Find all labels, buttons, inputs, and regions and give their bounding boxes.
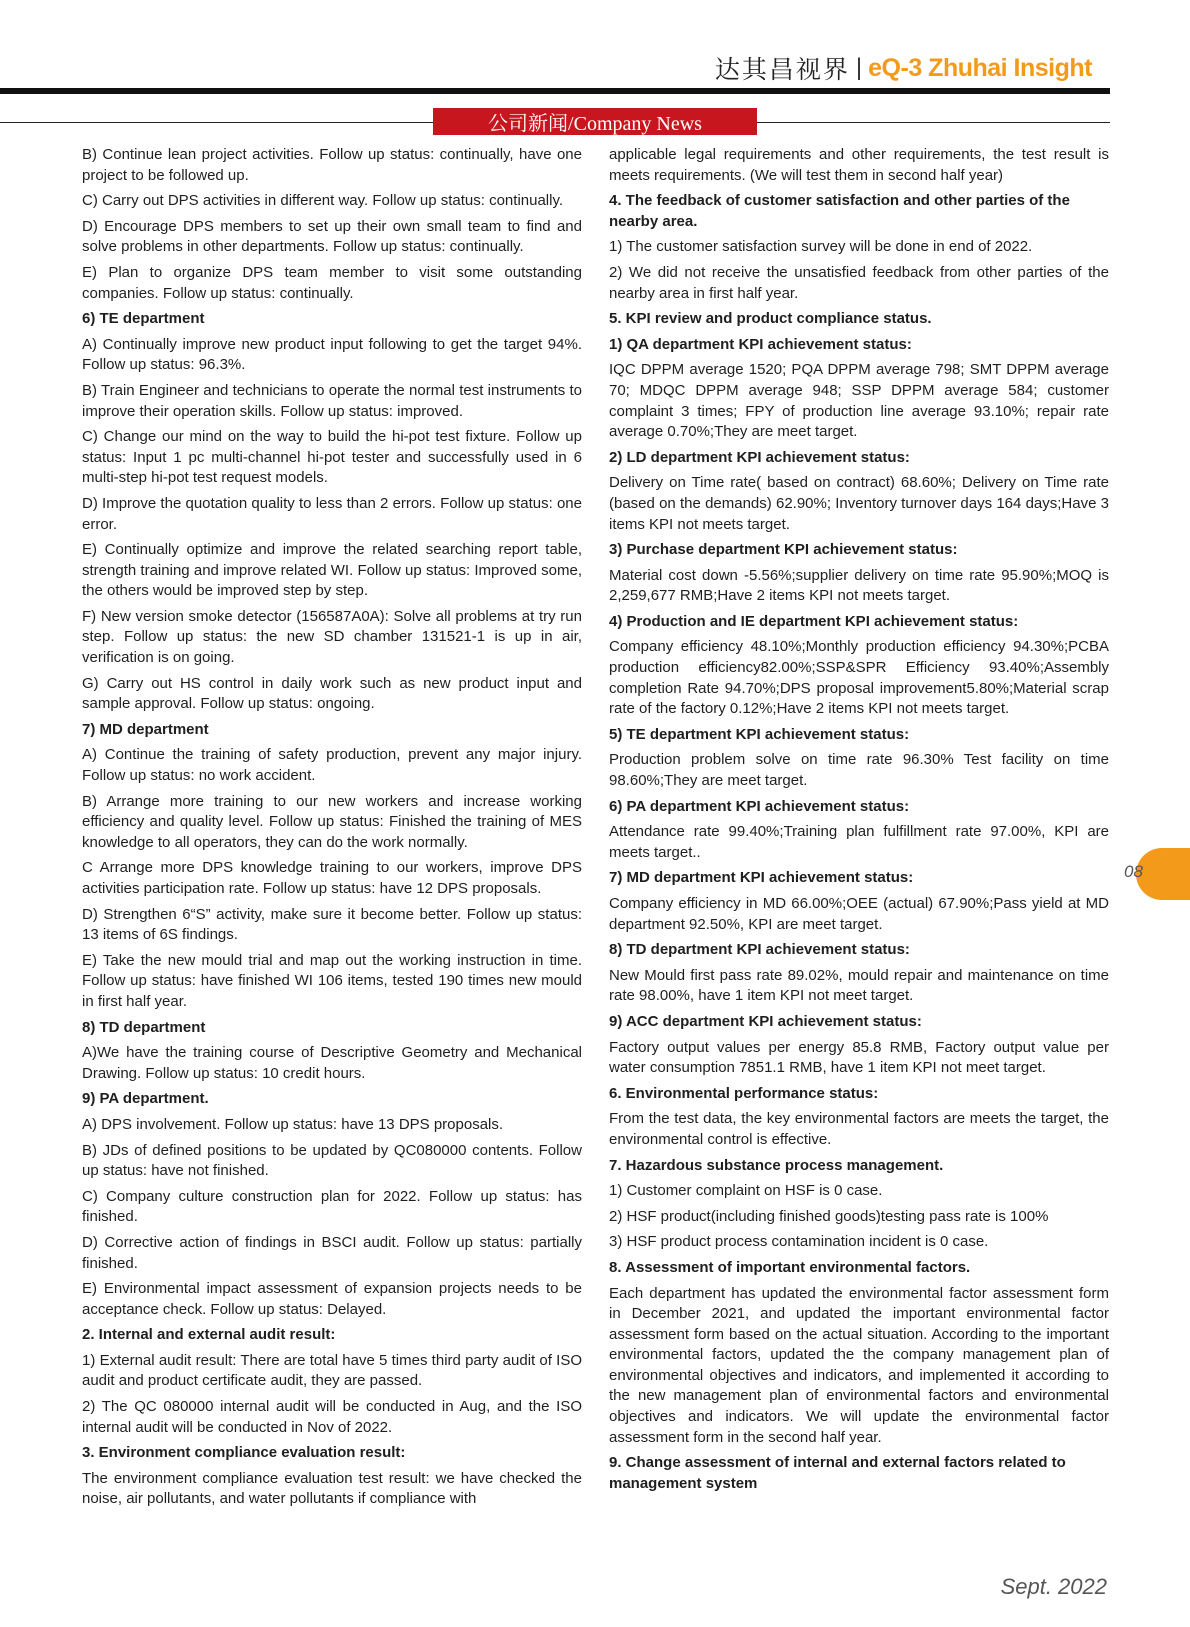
section-banner: 公司新闻/Company News <box>433 108 757 135</box>
paragraph: B) JDs of defined positions to be updated by QC080000 contents. Follow up status: have not finished. <box>82 1141 582 1180</box>
paragraph: From the test data, the key environmental factors are meets the target, the environmental control is effective. <box>609 1110 1109 1148</box>
paragraph: Each department has updated the environmental factor assessment form in December 2021, and updated the important environmental factor assessment form based on the actual situation. According to the important environmental factors, updated the the company management plan of environmental objectives and indicators, and implemented it according to the new management plan of environmental factors and environmental objectives and indicators. We will update the environmental factor assessment form in the second half year. <box>609 1284 1109 1446</box>
paragraph: Material cost down -5.56%;supplier delivery on time rate 95.90%;MOQ is 2,259,677 RMB;Have 2 items KPI not meets target. <box>609 566 1109 605</box>
page-tab-marker <box>1136 848 1190 900</box>
section-heading: 4. The feedback of customer satisfaction and other parties of the nearby area. <box>609 192 1070 230</box>
paragraph: D) Encourage DPS members to set up their own small team to find and solve problems in other departments. Follow up status: continually. <box>82 217 582 256</box>
paragraph: C) Change our mind on the way to build the hi-pot test fixture. Follow up status: Input 1 pc multi-channel hi-pot tester and successfully used in 6 multi-step hi-pot test request models. <box>82 428 582 487</box>
section-heading: 5) TE department KPI achievement status: <box>609 725 910 743</box>
section-heading: 7) MD department KPI achievement status: <box>609 869 914 887</box>
section-heading: 9. Change assessment of internal and external factors related to management system <box>609 1454 1066 1492</box>
section-heading: 6) TE department <box>82 310 205 328</box>
paragraph: Company efficiency 48.10%;Monthly production efficiency 94.30%;PCBA production efficiency82.00%;SSP&SPR Efficiency 93.40%;Assembly completion Rate 94.70%;DPS proposal improvement5.80%;Material scrap rate of the factory 0.12%;Have 2 items KPI not meets target. <box>609 638 1109 718</box>
section-heading: 1) QA department KPI achievement status: <box>609 335 912 353</box>
paragraph: F) New version smoke detector (156587A0A): Solve all problems at try run step. Follow up status: the new SD chamber 131521-1 is up in air, verification is on going. <box>82 607 582 667</box>
paragraph: C) Carry out DPS activities in different way. Follow up status: continually. <box>82 192 564 210</box>
section-heading: 2) LD department KPI achievement status: <box>609 448 910 466</box>
section-heading: 6) PA department KPI achievement status: <box>609 797 910 815</box>
paragraph: Delivery on Time rate( based on contract) 68.60%; Delivery on Time rate (based on the demands) 62.90%; Inventory turnover days 164 days;Have 3 items KPI not meets target. <box>609 474 1109 533</box>
paragraph: The environment compliance evaluation test result: we have checked the noise, air pollutants, and water pollutants if compliance with <box>82 1469 582 1508</box>
section-heading: 7. Hazardous substance process management. <box>609 1156 944 1174</box>
paragraph: E) Plan to organize DPS team member to visit some outstanding companies. Follow up status: continually. <box>82 263 582 302</box>
section-heading: 8) TD department <box>82 1018 206 1036</box>
page-number: 08 <box>1124 862 1143 881</box>
section-heading: 3. Environment compliance evaluation result: <box>82 1444 406 1462</box>
paragraph: B) Arrange more training to our new workers and increase working efficiency and quality level. Follow up status: Finished the training of MES knowledge to all operators, they can do the work normally. <box>82 792 582 851</box>
section-heading: 3) Purchase department KPI achievement status: <box>609 541 958 559</box>
paragraph: 1) External audit result: There are total have 5 times third party audit of ISO audit and product certificate audit, they are passed. <box>82 1351 582 1390</box>
section-heading: 8. Assessment of important environmental factors. <box>609 1258 971 1276</box>
section-heading: 5. KPI review and product compliance status. <box>609 310 932 328</box>
paragraph: applicable legal requirements and other requirements, the test result is meets requirements. (We will test them in second half year) <box>609 146 1109 184</box>
paragraph: D) Improve the quotation quality to less than 2 errors. Follow up status: one error. <box>82 494 582 533</box>
brand-english-name: eQ-3 Zhuhai Insight <box>868 53 1092 82</box>
section-heading: 2. Internal and external audit result: <box>82 1326 336 1344</box>
section-heading: 8) TD department KPI achievement status: <box>609 941 910 959</box>
paragraph: G) Carry out HS control in daily work such as new product input and sample approval. Follow up status: ongoing. <box>82 674 582 713</box>
left-column <box>82 145 582 1515</box>
section-heading: 9) PA department. <box>82 1090 209 1108</box>
paragraph: A) Continue the training of safety production, prevent any major injury. Follow up status: no work accident. <box>82 746 582 785</box>
paragraph: Company efficiency in MD 66.00%;OEE (actual) 67.90%;Pass yield at MD department 92.50%, KPI are meet target. <box>609 895 1109 933</box>
brand-chinese-name: 达其昌视界 <box>714 55 850 84</box>
paragraph: B) Continue lean project activities. Follow up status: continually, have one project to be followed up. <box>82 146 582 184</box>
paragraph: D) Strengthen 6“S” activity, make sure it become better. Follow up status: 13 items of 6S findings. <box>82 905 582 944</box>
paragraph: A) Continually improve new product input following to get the target 94%. Follow up status: 96.3%. <box>82 335 582 374</box>
paragraph: 2) The QC 080000 internal audit will be conducted in Aug, and the ISO internal audit will be conducted in Nov of 2022. <box>82 1398 582 1436</box>
paragraph: E) Environmental impact assessment of expansion projects needs to be acceptance check. Follow up status: Delayed. <box>82 1280 582 1318</box>
paragraph: E) Continually optimize and improve the related searching report table, strength training and improve related WI. Follow up status: Improved some, the others would be improved step by step. <box>82 541 582 600</box>
paragraph: A) DPS involvement. Follow up status: have 13 DPS proposals. <box>82 1115 504 1133</box>
section-heading: 6. Environmental performance status: <box>609 1084 879 1102</box>
section-heading: 7) MD department <box>82 720 209 738</box>
paragraph: E) Take the new mould trial and map out the working instruction in time. Follow up status: have finished WI 106 items, tested 190 times new mould in first half year. <box>82 951 582 1010</box>
paragraph: 2) HSF product(including finished goods)testing pass rate is 100% <box>609 1207 1049 1225</box>
paragraph: 1) The customer satisfaction survey will be done in end of 2022. <box>609 238 1033 256</box>
paragraph: C) Company culture construction plan for 2022. Follow up status: has finished. <box>82 1187 582 1226</box>
right-column <box>609 145 1109 1499</box>
paragraph: New Mould first pass rate 89.02%, mould repair and maintenance on time rate 98.00%, have 1 item KPI not meet target. <box>609 966 1109 1005</box>
paragraph: Attendance rate 99.40%;Training plan fulfillment rate 97.00%, KPI are meets target.. <box>609 823 1109 861</box>
paragraph: D) Corrective action of findings in BSCI audit. Follow up status: partially finished. <box>82 1233 582 1272</box>
brand-separator: | <box>855 54 863 81</box>
paragraph: IQC DPPM average 1520; PQA DPPM average 798; SMT DPPM average 70; MDQC DPPM average 948; SSP DPPM average 584; customer complaint 3 times; FPY of production line average 93.10%; repair rate average 0.70%;They are meet target. <box>609 361 1109 441</box>
section-heading: 4) Production and IE department KPI achievement status: <box>609 612 1019 630</box>
brand-header <box>715 50 1092 86</box>
paragraph: Production problem solve on time rate 96.30% Test facility on time 98.60%;They are meet target. <box>609 751 1109 790</box>
issue-date: Sept. 2022 <box>1000 1574 1107 1599</box>
paragraph: C Arrange more DPS knowledge training to our workers, improve DPS activities participation rate. Follow up status: have 12 DPS proposals. <box>82 859 582 897</box>
paragraph: 2) We did not receive the unsatisfied feedback from other parties of the nearby area in first half year. <box>609 263 1109 302</box>
paragraph: 3) HSF product process contamination incident is 0 case. <box>609 1233 989 1251</box>
paragraph: A)We have the training course of Descriptive Geometry and Mechanical Drawing. Follow up status: 10 credit hours. <box>82 1044 582 1082</box>
paragraph: 1) Customer complaint on HSF is 0 case. <box>609 1182 883 1200</box>
section-heading: 9) ACC department KPI achievement status: <box>609 1012 922 1030</box>
paragraph: B) Train Engineer and technicians to operate the normal test instruments to improve their operation skills. Follow up status: improved. <box>82 381 582 420</box>
paragraph: Factory output values per energy 85.8 RMB, Factory output value per water consumption 7851.1 RMB, have 1 item KPI not meet target. <box>609 1038 1109 1077</box>
header-thick-rule <box>0 88 1110 94</box>
